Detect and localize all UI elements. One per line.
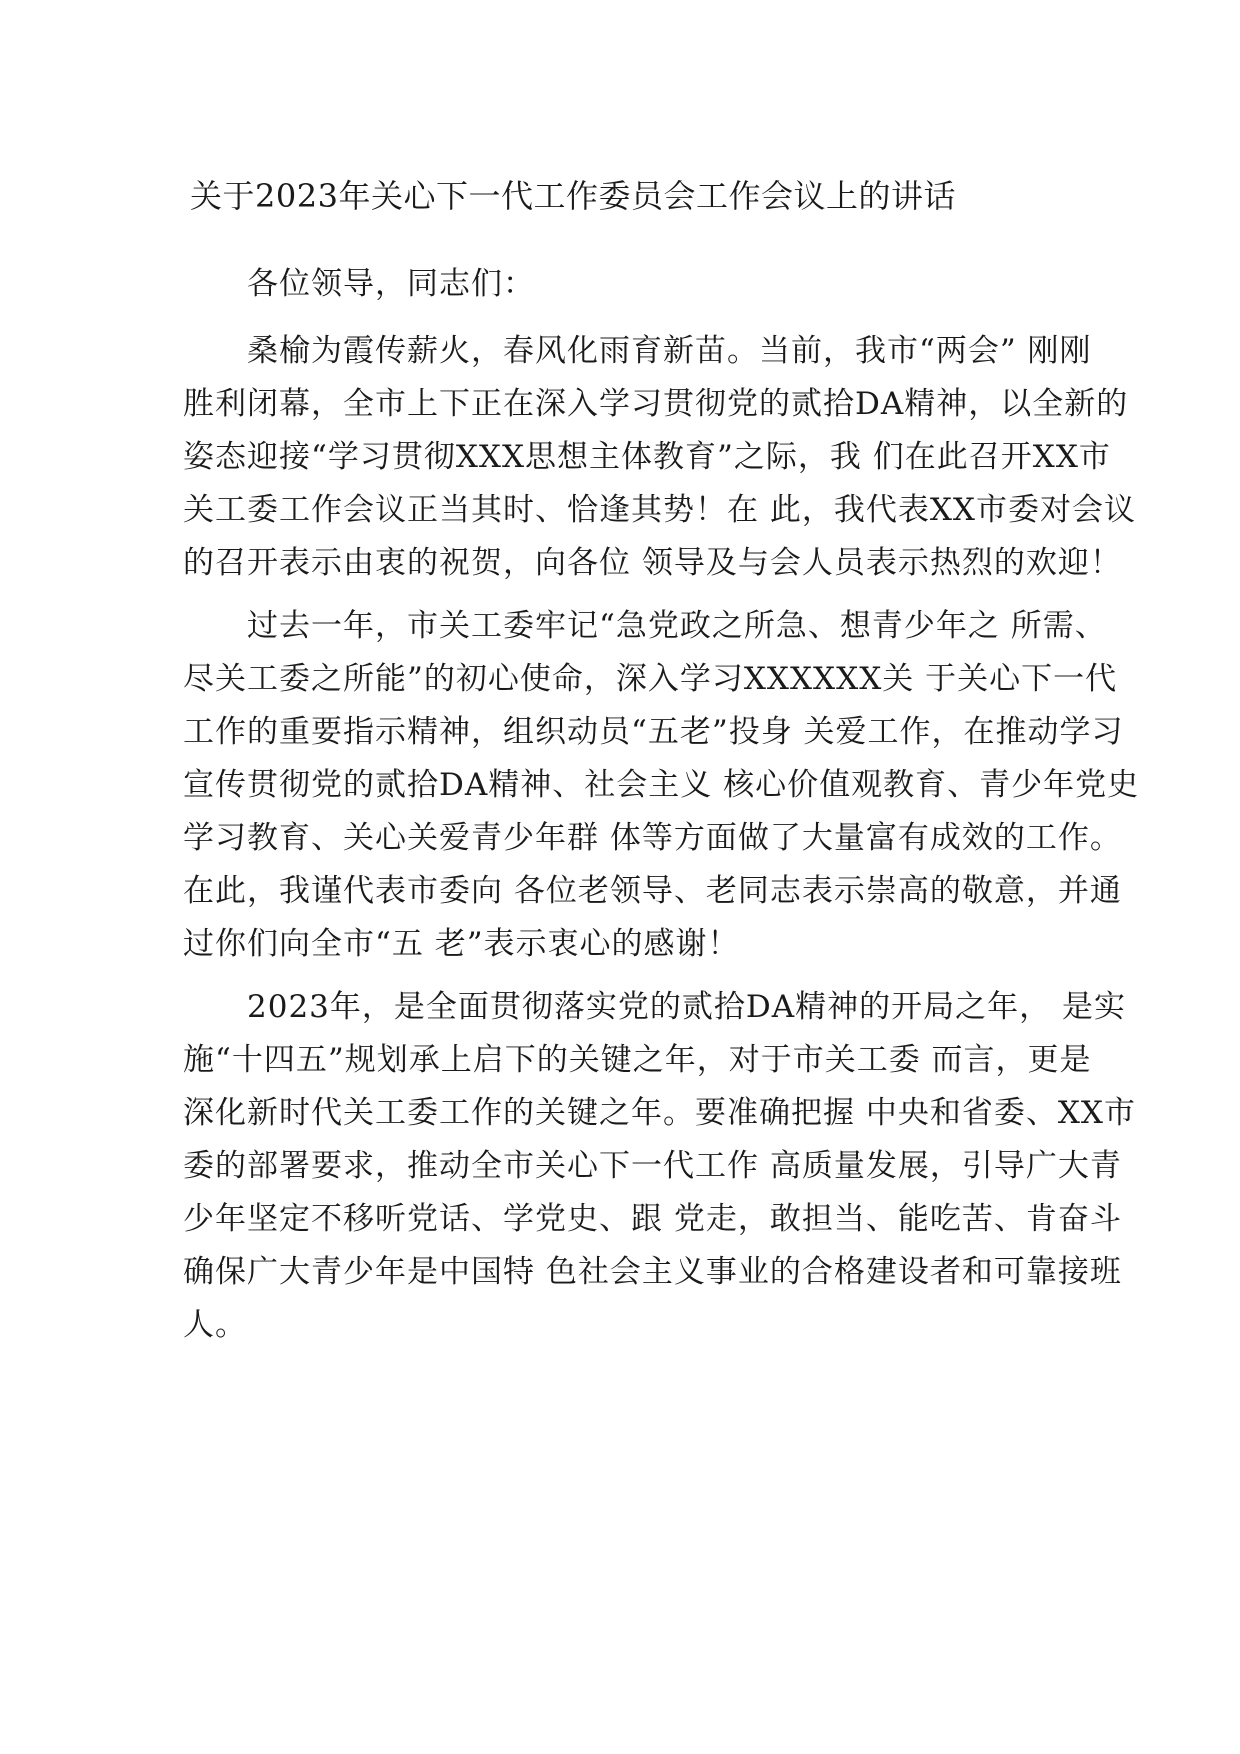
paragraph-line: 少年坚定不移听党话、学党史、跟 党走，敢担当、能吃苦、肯奋斗 [183, 1201, 1122, 1237]
paragraph-line: 胜利闭幕，全市上下正在深入学习贯彻党的贰拾DA精神，以全新的 [183, 386, 1129, 422]
paragraph-line: 姿态迎接“学习贯彻XXX思想主体教育”之际，我 们在此召开XX市 [183, 439, 1111, 475]
paragraph-line: 的召开表示由衷的祝贺，向各位 领导及与会人员表示热烈的欢迎！ [183, 545, 1122, 581]
paragraph-line: 人。 [183, 1307, 247, 1343]
paragraph-line: 施“十四五”规划承上启下的关键之年，对于市关工委 而言，更是 [183, 1042, 1092, 1078]
paragraph-line: 关工委工作会议正当其时、恰逢其势！在 此，我代表XX市委对会议 [183, 492, 1136, 528]
document-title: 关于2023年关心下一代工作委员会工作会议上的讲话 [190, 177, 956, 215]
paragraph-line: 学习教育、关心关爱青少年群 体等方面做了大量富有成效的工作。 [183, 820, 1122, 856]
paragraph-2 [183, 600, 1140, 971]
paragraph-line: 确保广大青少年是中国特 色社会主义事业的合格建设者和可靠接班 [183, 1254, 1122, 1290]
paragraph-line: 宣传贯彻党的贰拾DA精神、社会主义 核心价值观教育、青少年党史 [183, 767, 1140, 803]
document-body [183, 258, 1140, 1352]
paragraph-line: 工作的重要指示精神，组织动员“五老”投身 关爱工作，在推动学习 [183, 714, 1124, 750]
paragraph-line: 尽关工委之所能”的初心使命，深入学习XXXXXX关 于关心下一代 [183, 661, 1118, 697]
paragraph-3 [183, 981, 1136, 1352]
greeting [183, 258, 1063, 311]
paragraph-line: 桑榆为霞传薪火，春风化雨育新苗。当前，我市“两会” 刚刚 [247, 333, 1092, 369]
paragraph-line: 在此，我谨代表市委向 各位老领导、老同志表示崇高的敬意，并通 [183, 873, 1122, 909]
paragraph-line: 过去一年，市关工委牢记“急党政之所急、想青少年之 所需、 [247, 608, 1107, 644]
paragraph-line: 过你们向全市“五 老”表示衷心的感谢！ [183, 926, 740, 962]
paragraph-line: 2023年，是全面贯彻落实党的贰拾DA精神的开局之年， 是实 [247, 989, 1126, 1025]
greeting-line: 各位领导，同志们： [247, 266, 535, 302]
paragraph-line: 深化新时代关工委工作的关键之年。要准确把握 中央和省委、XX市 [183, 1095, 1136, 1131]
paragraph-line: 委的部署要求，推动全市关心下一代工作 高质量发展，引导广大青 [183, 1148, 1122, 1184]
paragraph-1 [183, 325, 1136, 590]
